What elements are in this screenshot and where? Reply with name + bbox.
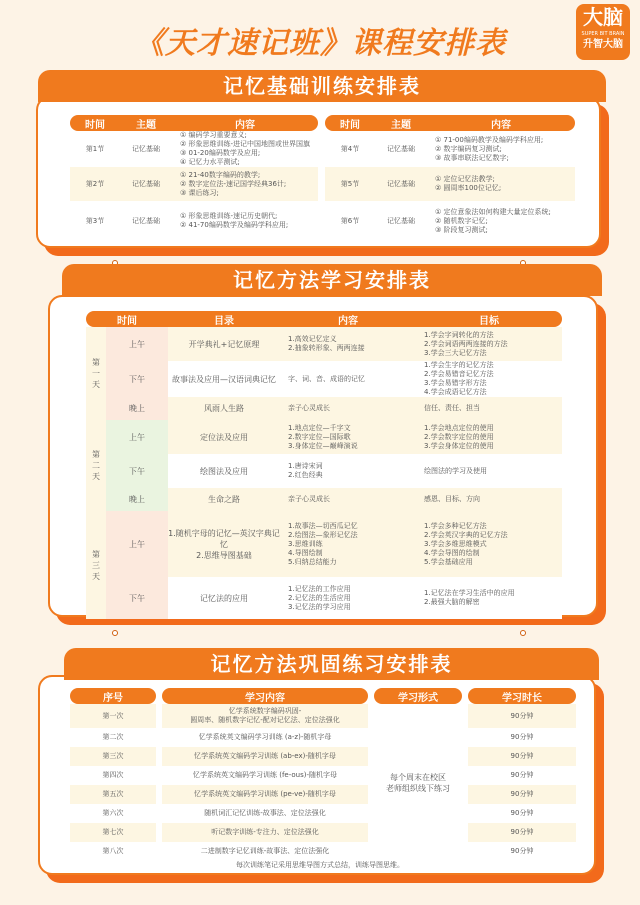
logo-mark: 大脑	[583, 5, 623, 29]
number-cell: 第八次	[70, 842, 156, 861]
number-cell: 第三次	[70, 747, 156, 766]
section2-title: 记忆方法学习安排表	[62, 264, 602, 296]
topic-cell: 记忆基础	[375, 131, 427, 167]
text-line: 1.记忆法在学习生活中的应用	[424, 589, 515, 597]
logo-chinese: 升智大脑	[583, 39, 623, 50]
topic-cell: 记忆基础	[120, 167, 172, 201]
text-line: 4.学会成语记忆方法	[424, 388, 487, 396]
text-line: 2.学会易错音记忆方法	[424, 370, 494, 378]
content-cell	[280, 420, 416, 454]
slot-cell: 上午	[106, 420, 168, 454]
table-row	[70, 131, 318, 167]
text-line: 忆学系统英文编码学习训练 (pe-ve)-随机字母	[194, 790, 336, 798]
text-line: ① 71-00编码教学及编码学科应用;	[435, 135, 544, 144]
text-line: 1.学会生字的记忆方法	[424, 361, 494, 369]
session-cell: 第4节	[325, 131, 375, 167]
content-cell	[162, 842, 368, 861]
duration-cell: 90分钟	[468, 823, 576, 842]
table-row	[325, 131, 575, 167]
table-row	[86, 511, 562, 577]
col-goal: 目标	[416, 311, 562, 327]
catalog-cell	[168, 361, 280, 397]
number-cell: 第五次	[70, 785, 156, 804]
goal-cell	[416, 361, 562, 397]
day-cell	[86, 420, 106, 511]
text-line: 1.记忆法的工作应用	[288, 584, 351, 593]
text-line: 2.数字定位—国际歌	[288, 432, 351, 441]
content-cell	[162, 785, 368, 804]
content-cell	[162, 766, 368, 785]
text-line: 2.最强大脑的解密	[424, 598, 480, 606]
text-line: 1.学会字词转化的方法	[424, 330, 494, 339]
text-line: 3.学会身体定位的使用	[424, 441, 494, 450]
topic-cell: 记忆基础	[375, 201, 427, 241]
col-duration: 学习时长	[468, 688, 576, 704]
text-line: 圆周率、随机数字记忆-配对记忆法、定位法强化	[190, 716, 340, 724]
col-form: 学习形式	[374, 688, 462, 704]
day-char: 第	[92, 549, 100, 559]
text-line: ③ 01-20编码数学及应用;	[180, 149, 261, 157]
slot-cell: 上午	[106, 327, 168, 361]
content-cell	[280, 361, 416, 397]
text-line: 1.学会地点定位的使用	[424, 423, 494, 432]
day-char: 天	[92, 472, 100, 481]
page-title: 《天才速记班》课程安排表	[134, 26, 506, 61]
text-line: 2.思维导图基础	[196, 550, 252, 560]
text-line: ② 圆周率100位记忆;	[435, 184, 502, 192]
slot-cell: 下午	[106, 361, 168, 397]
section1-table-left	[70, 115, 318, 241]
col-content: 内容	[427, 115, 575, 131]
duration-cell: 90分钟	[468, 785, 576, 804]
table-row	[86, 361, 562, 397]
day-char: 天	[92, 571, 100, 581]
table-row	[70, 747, 576, 766]
text-line: ③ 课后练习;	[180, 188, 219, 197]
gap-cell	[368, 842, 374, 861]
catalog-cell	[168, 511, 280, 577]
col-content: 学习内容	[162, 688, 368, 704]
text-line: 3.学会易错字形方法	[424, 379, 487, 387]
duration-cell: 90分钟	[468, 747, 576, 766]
text-line: 3.思维训练	[288, 539, 323, 548]
text-line: ① 21-40数字编码的教学;	[180, 170, 261, 179]
gap-cell	[368, 747, 374, 766]
text-line: 2.学会词语两两连接的方法	[424, 339, 508, 348]
text-line: 记忆法的应用	[200, 593, 248, 603]
content-cell	[172, 167, 318, 201]
col-topic: 主题	[375, 115, 427, 131]
content-cell	[162, 747, 368, 766]
section2-table	[86, 311, 562, 619]
text-line: 3.学会多维思维模式	[424, 539, 487, 548]
table-row	[325, 167, 575, 201]
text-line: 忆学系统英文编码学习训练 (a-z)-随机字母	[198, 733, 332, 741]
catalog-cell	[168, 454, 280, 488]
text-line: 2.红色经典	[288, 471, 323, 479]
content-cell	[280, 397, 416, 420]
table-row	[70, 804, 576, 823]
text-line: 每个周末在校区	[390, 772, 446, 782]
content-cell	[162, 823, 368, 842]
day-char: 天	[92, 380, 100, 389]
content-cell	[427, 167, 575, 201]
text-line: 4.学会导图的绘制	[424, 548, 480, 557]
text-line: 1.高效记忆定义	[288, 335, 337, 343]
table-row	[70, 167, 318, 201]
col-content: 内容	[280, 311, 416, 327]
session-cell: 第6节	[325, 201, 375, 241]
col-time: 时间	[325, 115, 375, 131]
brand-logo	[576, 4, 630, 60]
col-time: 时间	[86, 311, 168, 327]
number-cell: 第六次	[70, 804, 156, 823]
content-cell	[280, 511, 416, 577]
session-cell: 第1节	[70, 131, 120, 167]
goal-cell	[416, 420, 562, 454]
content-cell	[172, 131, 318, 167]
text-line: 1.学会多种记忆方法	[424, 521, 487, 530]
gap-cell	[368, 766, 374, 785]
content-cell	[280, 488, 416, 511]
session-cell: 第3节	[70, 201, 120, 241]
ring-pin	[520, 630, 526, 636]
table-row	[86, 488, 562, 511]
col-topic: 主题	[120, 115, 172, 131]
text-line: 2.记忆法的生活应用	[288, 593, 351, 602]
content-cell	[280, 327, 416, 361]
section3-table	[70, 688, 576, 861]
table-row	[70, 785, 576, 804]
table-row	[70, 728, 576, 747]
table-row	[70, 842, 576, 861]
day-char: 一	[92, 369, 100, 378]
catalog-cell	[168, 420, 280, 454]
text-line: ② 随机数字记忆;	[435, 216, 488, 225]
content-cell	[162, 704, 368, 728]
day-char: 第	[92, 450, 100, 459]
topic-cell: 记忆基础	[375, 167, 427, 201]
text-line: 故事法及应用—汉语词典记忆	[172, 374, 276, 384]
table-row	[70, 201, 318, 241]
content-cell	[172, 201, 318, 241]
text-line: ① 定位意象法如何构建大量定位系统;	[435, 207, 551, 216]
text-line: ② 数字定位法-速记国学经典36计;	[180, 179, 287, 188]
text-line: 1.故事法—切西瓜记忆	[288, 521, 358, 530]
text-line: 绘图法的学习及使用	[424, 466, 487, 475]
gap-cell	[368, 785, 374, 804]
goal-cell	[416, 488, 562, 511]
goal-cell	[416, 327, 562, 361]
text-line: 信任、责任、担当	[424, 404, 480, 412]
duration-cell: 90分钟	[468, 842, 576, 861]
slot-cell: 晚上	[106, 488, 168, 511]
col-number: 序号	[70, 688, 156, 704]
text-line: 1.唐诗宋词	[288, 462, 323, 470]
goal-cell	[416, 511, 562, 577]
footnote: 每次训练笔记采用思维导图方式总结，训练导图思维。	[236, 861, 404, 869]
text-line: 生命之路	[208, 495, 240, 504]
session-cell: 第2节	[70, 167, 120, 201]
col-time: 时间	[70, 115, 120, 131]
ring-pin	[112, 630, 118, 636]
table-row	[70, 766, 576, 785]
text-line: 忆学系统英文编码学习训练 (fe-ous)-随机字母	[192, 771, 337, 779]
duration-cell: 90分钟	[468, 766, 576, 785]
table-row	[70, 823, 576, 842]
content-cell	[427, 201, 575, 241]
number-cell: 第七次	[70, 823, 156, 842]
text-line: 2.绘图法—象形记忆法	[288, 530, 358, 539]
text-line: 忆学系统数字编码巩固-	[228, 707, 302, 715]
text-line: ② 形象思维训练-进记中国地图或世界国旗	[180, 140, 311, 148]
col-catalog: 目录	[168, 311, 280, 327]
text-line: 2.抽象转形象、两两连接	[288, 344, 365, 352]
logo-english: SUPER BIT BRAIN	[581, 31, 625, 37]
content-cell	[162, 728, 368, 747]
text-line: 3.记忆法的学习应用	[288, 602, 351, 611]
text-line: 3.学会三大记忆方法	[424, 348, 487, 357]
text-line: 开学典礼+记忆原理	[188, 339, 260, 349]
duration-cell: 90分钟	[468, 704, 576, 728]
day-char: 第	[92, 358, 100, 367]
text-line: 5.学会基础应用	[424, 557, 473, 566]
col-content: 内容	[172, 115, 318, 131]
duration-cell: 90分钟	[468, 804, 576, 823]
table-row	[86, 327, 562, 361]
text-line: ① 形象思维训练-速记历史朝代;	[180, 212, 278, 220]
gap-cell	[368, 823, 374, 842]
text-line: 4.导图绘制	[288, 548, 323, 557]
section3-title: 记忆方法巩固练习安排表	[64, 648, 599, 680]
text-line: 听记数字训练-专注力、定位法强化	[211, 828, 319, 836]
content-cell	[280, 454, 416, 488]
catalog-cell	[168, 327, 280, 361]
text-line: 1.随机字母的记忆—英汉字典记忆	[168, 528, 280, 549]
gap-cell	[368, 728, 374, 747]
topic-cell: 记忆基础	[120, 131, 172, 167]
duration-cell: 90分钟	[468, 728, 576, 747]
number-cell: 第一次	[70, 704, 156, 728]
form-cell	[374, 704, 462, 861]
number-cell: 第四次	[70, 766, 156, 785]
goal-cell	[416, 577, 562, 619]
table-row	[86, 420, 562, 454]
catalog-cell	[168, 488, 280, 511]
gap-cell	[368, 804, 374, 823]
table-row	[86, 397, 562, 420]
text-line: 亲子心灵成长	[288, 495, 330, 503]
text-line: 亲子心灵成长	[288, 404, 330, 412]
text-line: 二进制数字记忆训练-故事法、定位法强化	[200, 847, 330, 855]
table-row	[70, 704, 576, 728]
goal-cell	[416, 454, 562, 488]
text-line: 定位法及应用	[200, 432, 248, 442]
slot-cell: 晚上	[106, 397, 168, 420]
catalog-cell	[168, 577, 280, 619]
text-line: 感恩、目标、方向	[424, 495, 480, 503]
session-cell: 第5节	[325, 167, 375, 201]
table-row	[325, 201, 575, 241]
slot-cell: 上午	[106, 511, 168, 577]
slot-cell: 下午	[106, 577, 168, 619]
text-line: 绘图法及应用	[200, 466, 248, 476]
text-line: 2.学会英汉字典的记忆方法	[424, 530, 508, 539]
text-line: ② 41-70编码数学及编码学科应用;	[180, 221, 289, 229]
text-line: 忆学系统英文编码学习训练 (ab-ex)-随机字母	[194, 752, 336, 760]
text-line: 5.归纳总结能力	[288, 557, 337, 566]
text-line: 随机词汇记忆训练-故事法、定位法强化	[204, 809, 326, 817]
day-cell	[86, 511, 106, 619]
content-cell	[280, 577, 416, 619]
text-line: 字、词、音、成语的记忆	[288, 374, 365, 383]
text-line: 2.学会数字定位的使用	[424, 432, 494, 441]
content-cell	[427, 131, 575, 167]
topic-cell: 记忆基础	[120, 201, 172, 241]
day-char: 三	[92, 560, 100, 570]
goal-cell	[416, 397, 562, 420]
table-row	[86, 577, 562, 619]
text-line: 3.身体定位—巅峰演说	[288, 441, 358, 450]
catalog-cell	[168, 397, 280, 420]
content-cell	[162, 804, 368, 823]
number-cell: 第二次	[70, 728, 156, 747]
text-line: 风雨人生路	[204, 404, 244, 413]
slot-cell: 下午	[106, 454, 168, 488]
text-line: 1.地点定位—千字文	[288, 423, 351, 432]
text-line: ③ 阶段复习测试;	[435, 225, 488, 234]
day-char: 二	[92, 461, 100, 470]
text-line: ④ 记忆力水平测试;	[180, 158, 240, 166]
text-line: ② 数字编码复习测试;	[435, 144, 502, 153]
table-row	[86, 454, 562, 488]
section1-table-right	[325, 115, 575, 241]
text-line: 老师组织线下练习	[386, 783, 450, 793]
section1-title: 记忆基础训练安排表	[38, 70, 606, 102]
text-line: ① 定位记忆法教学;	[435, 175, 495, 183]
day-cell	[86, 327, 106, 420]
text-line: ① 编码学习重要意义;	[180, 131, 247, 139]
text-line: ③ 故事串联法记忆数字;	[435, 153, 509, 162]
